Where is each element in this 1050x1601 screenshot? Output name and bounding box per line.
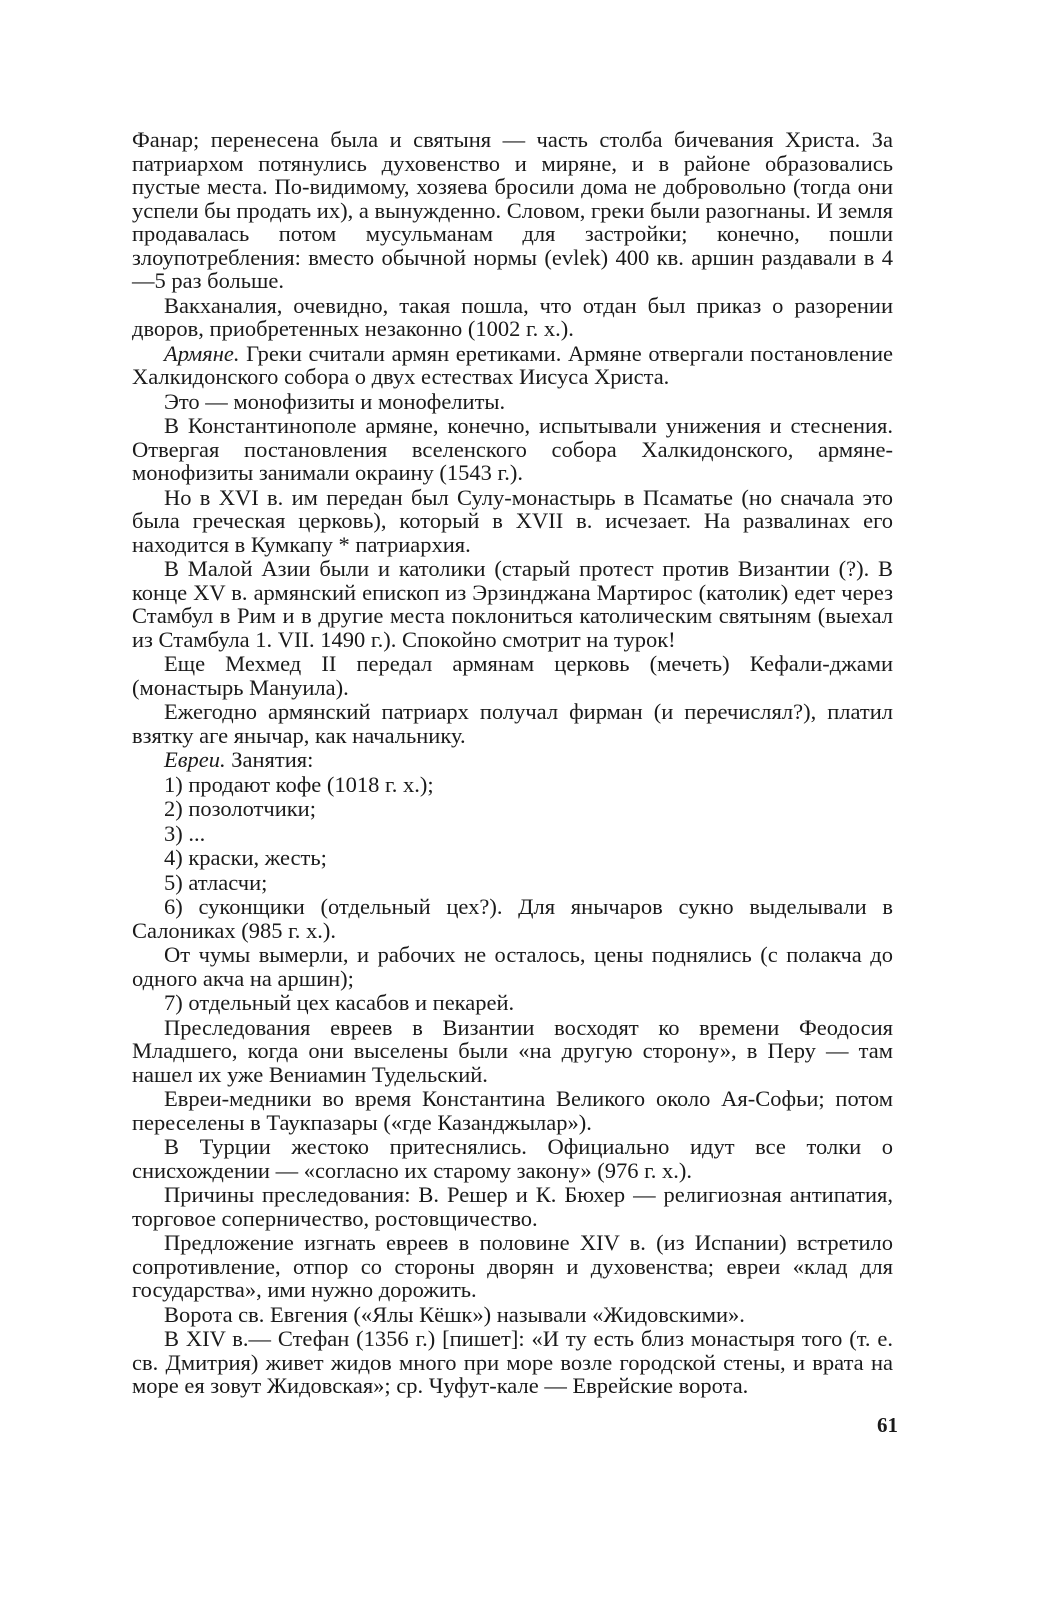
- paragraph: Предложение изгнать евреев в половине XIV в. (из Испании) встретило сопротивление, отпор со стороны дворян и духовенства; евреи «клад для государства», ими нужно дорожить.: [132, 1230, 893, 1302]
- page-body: [132, 128, 893, 1399]
- paragraph: Ежегодно армянский патриарх получал фирман (и перечислял?), платил взятку аге янычар, как начальнику.: [132, 699, 893, 748]
- list-item: 1) продают кофе (1018 г. х.);: [164, 771, 434, 797]
- list-item: 5) атласчи;: [164, 869, 268, 895]
- paragraph: Евреи-медники во время Константина Великого около Ая-Софьи; потом переселены в Таукпазары («где Казанджылар»).: [132, 1086, 893, 1135]
- list-item: 3) ...: [164, 820, 206, 846]
- paragraph: Еще Мехмед II передал армянам церковь (мечеть) Кефали-джами (монастырь Мануила).: [132, 651, 893, 700]
- paragraph: Фанар; перенесена была и святыня — часть столба бичевания Христа. За патриархом потянулись духовенство и миряне, и в районе образовались пустые места. По-видимому, хозяева бросили дома не добровольно (тогда они успели бы продать их), а вынужденно. Словом, греки были разогнаны. И земля продавалась потом мусульманам для застройки; конечно, пошли злоупотребления: вместо обычной нормы (evlek) 400 кв. аршин раздавали в 4—5 раз больше.: [132, 127, 894, 293]
- section-lead: Армяне.: [164, 340, 240, 366]
- paragraph: В Турции жестоко притеснялись. Официально идут все толки о снисхождении — «согласно их старому закону» (976 г. х.).: [132, 1134, 893, 1183]
- paragraph: Но в XVI в. им передан был Сулу-монастырь в Псаматье (но сначала это была греческая церковь), который в XVII в. исчезает. На развалинах его находится в Кумкапу * патриархия.: [132, 484, 893, 557]
- paragraph: Преследования евреев в Византии восходят ко времени Феодосия Младшего, когда они выселены были «на другую сторону», в Перу — там нашел их уже Вениамин Тудельский.: [132, 1014, 893, 1087]
- paragraph: Евреи. Занятия:: [164, 747, 314, 772]
- page-number: 61: [877, 1413, 898, 1437]
- list-item: 7) отдельный цех касабов и пекарей.: [164, 990, 515, 1015]
- section-lead: Евреи.: [164, 747, 226, 772]
- paragraph: От чумы вымерли, и рабочих не осталось, цены поднялись (с полакча до одного акча на аршин);: [132, 942, 893, 991]
- list-item: 6) суконщики (отдельный цех?). Для янычаров сукно выделывали в Салониках (985 г. х.).: [132, 894, 893, 943]
- list-item: 2) позолотчики;: [164, 796, 316, 821]
- paragraph: Причины преследования: В. Решер и К. Бюхер — религиозная антипатия, торговое соперничество, ростовщичество.: [132, 1182, 893, 1231]
- paragraph: Армяне. Греки считали армян еретиками. Армяне отвергали постановление Халкидонского собора о двух естествах Иисуса Христа.: [132, 340, 893, 389]
- paragraph: Вакханалия, очевидно, такая пошла, что отдан был приказ о разорении дворов, приобретенных незаконно (1002 г. х.).: [132, 292, 893, 341]
- paragraph: Это — монофизиты и монофелиты.: [164, 388, 506, 414]
- paragraph: В XIV в.— Стефан (1356 г.) [пишет]: «И ту есть близ монастыря того (т. е. св. Дмитрия) живет жидов много при море возле городской стены, и врата на море ея зовут Жидовская»; ср. Чуфут-кале — Еврейские ворота.: [132, 1326, 893, 1398]
- paragraph: В Малой Азии были и католики (старый протест против Византии (?). В конце XV в. армянский епископ из Эрзинджана Мартирос (католик) едет через Стамбул в Рим и в другие места поклониться католическим святыням (выехал из Стамбула 1. VII. 1490 г.). Спокойно смотрит на турок!: [132, 556, 893, 652]
- paragraph: В Константинополе армяне, конечно, испытывали унижения и стеснения. Отвергая постановления вселенского собора Халкидонского, армяне-монофизиты занимали окраину (1543 г.).: [132, 413, 893, 485]
- paragraph: Ворота св. Евгения («Ялы Кёшк») называли «Жидовскими».: [164, 1301, 745, 1327]
- list-item: 4) краски, жесть;: [164, 845, 327, 870]
